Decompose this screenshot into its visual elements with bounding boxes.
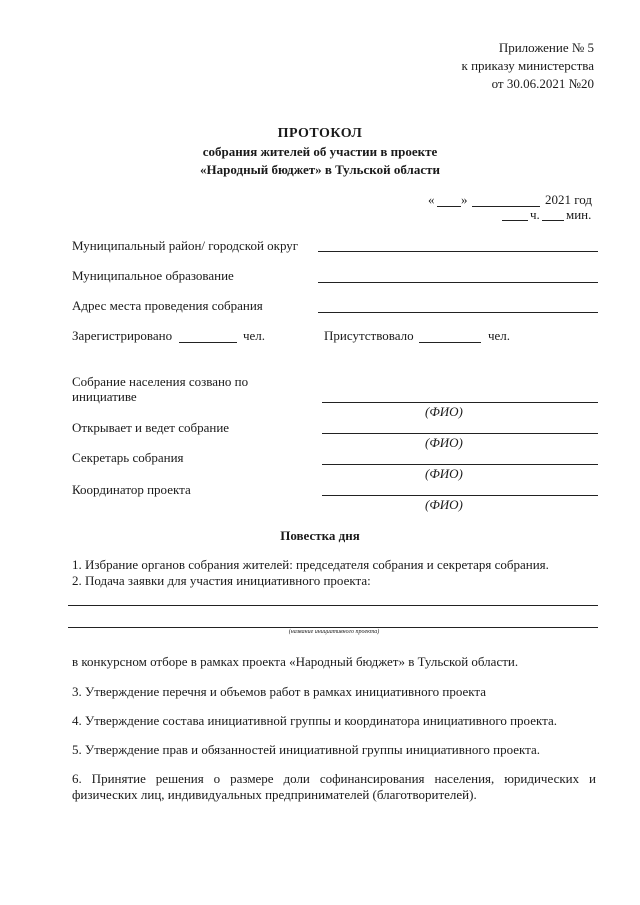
secretary-fio-caption: (ФИО) bbox=[425, 466, 463, 481]
document-subtitle-1: собрания жителей об участии в проекте bbox=[202, 144, 438, 159]
order-date: от 30.06.2021 №20 bbox=[491, 76, 594, 91]
order-reference: к приказу министерства bbox=[461, 58, 594, 73]
present-count-field[interactable] bbox=[419, 342, 481, 343]
agenda-item-6-line-2: физических лиц, индивидуальных предпринимателей (благотворителей). bbox=[72, 787, 477, 802]
registered-unit: чел. bbox=[243, 328, 266, 343]
time-minutes-label: мин. bbox=[566, 207, 592, 222]
municipality-label: Муниципальное образование bbox=[72, 268, 234, 283]
initiative-name-field[interactable] bbox=[322, 402, 598, 403]
project-name-line-1[interactable] bbox=[68, 605, 598, 606]
agenda-item-6-line-1: 6. Принятие решения о размере доли софинансирования населения, юридических и bbox=[72, 771, 596, 786]
registered-label: Зарегистрировано bbox=[72, 328, 173, 343]
coordinator-label: Координатор проекта bbox=[72, 482, 191, 497]
agenda-item-4: 4. Утверждение состава инициативной группы и координатора инициативного проекта. bbox=[72, 713, 557, 728]
district-field[interactable] bbox=[318, 251, 598, 252]
date-day-blank bbox=[437, 206, 461, 207]
coordinator-name-field[interactable] bbox=[322, 495, 598, 496]
document-subtitle-2: «Народный бюджет» в Тульской области bbox=[200, 162, 440, 177]
agenda-item-2: 2. Подача заявки для участия инициативного проекта: bbox=[72, 573, 371, 588]
initiative-label-2: инициативе bbox=[72, 389, 137, 404]
contest-text: в конкурсном отборе в рамках проекта «Народный бюджет» в Тульской области. bbox=[72, 654, 519, 669]
agenda-item-1: 1. Избрание органов собрания жителей: председателя собрания и секретаря собрания. bbox=[72, 557, 549, 572]
document-title: ПРОТОКОЛ bbox=[277, 126, 363, 141]
initiative-fio-caption: (ФИО) bbox=[425, 404, 463, 419]
address-field[interactable] bbox=[318, 312, 598, 313]
present-label: Присутствовало bbox=[324, 328, 414, 343]
secretary-label: Секретарь собрания bbox=[72, 450, 184, 465]
project-name-line-2[interactable] bbox=[68, 627, 598, 628]
time-hours-label: ч. bbox=[530, 207, 540, 222]
address-label: Адрес места проведения собрания bbox=[72, 298, 263, 313]
registered-count-field[interactable] bbox=[179, 342, 237, 343]
date-year: 2021 год bbox=[545, 192, 592, 207]
date-quote-open: « bbox=[428, 192, 435, 207]
time-minutes-blank bbox=[542, 220, 564, 221]
agenda-item-3: 3. Утверждение перечня и объемов работ в рамках инициативного проекта bbox=[72, 684, 487, 699]
appendix-label: Приложение № 5 bbox=[498, 40, 594, 55]
municipality-field[interactable] bbox=[318, 282, 598, 283]
present-unit: чел. bbox=[488, 328, 511, 343]
district-label: Муниципальный район/ городской округ bbox=[72, 238, 299, 253]
initiative-label-1: Собрание населения созвано по bbox=[72, 374, 249, 389]
secretary-name-field[interactable] bbox=[322, 464, 598, 465]
agenda-title: Повестка дня bbox=[280, 528, 360, 543]
chair-fio-caption: (ФИО) bbox=[425, 435, 463, 450]
date-quote-close: » bbox=[461, 192, 468, 207]
agenda-item-5: 5. Утверждение прав и обязанностей инициативной группы инициативного проекта. bbox=[72, 742, 540, 757]
project-name-caption: (название инициативного проекта) bbox=[288, 629, 380, 635]
time-hours-blank bbox=[502, 220, 528, 221]
chair-label: Открывает и ведет собрание bbox=[72, 420, 230, 435]
coordinator-fio-caption: (ФИО) bbox=[425, 497, 463, 512]
chair-name-field[interactable] bbox=[322, 433, 598, 434]
